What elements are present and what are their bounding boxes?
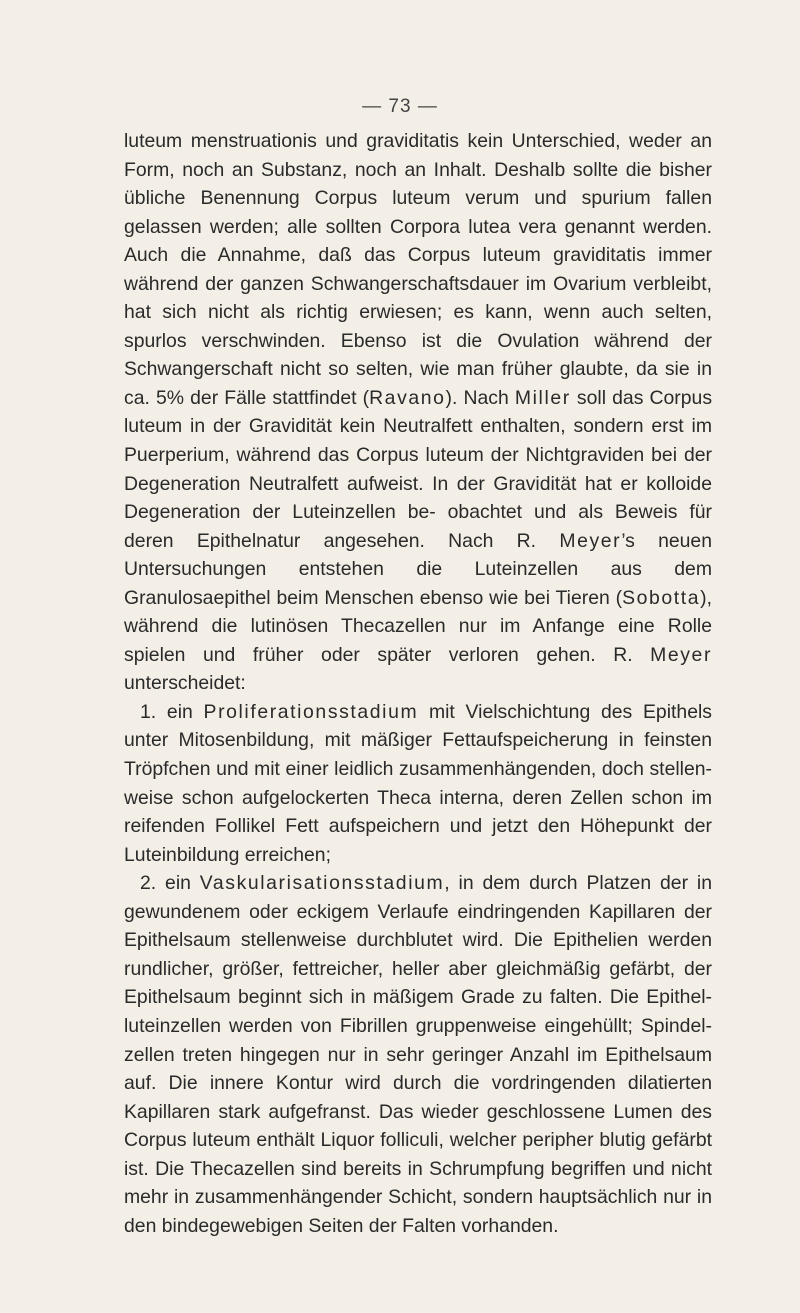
item-number: 1. ein — [140, 700, 204, 723]
item-text: , in dem durch Platzen der in gewundenem oder eckigem Verlaufe eindringenden Kapillaren der Epithelsaum stellenweise durchblutet wird. Die Epithelien werden rundlicher, größer, fettreicher, heller aber gleichmäßig gefärbt, der Epithelsaum beginnt sich in mäßigem Grade zu falten. Die Epithel- luteinzellen werden von Fibrillen gruppenweise eingehüllt; Spindel- zellen treten hingegen nur in sehr geringer Anzahl im Epithelsaum auf. Die innere Kontur wird durch die vordringenden dilatierten Kapillaren stark aufgefranst. Das wieder geschlossene Lumen des Corpus luteum enthält Liquor folliculi, welcher peripher blutig gefärbt ist. Die Thecazellen sind bereits in Schrumpfung begriffen und nicht mehr in zusammenhängender Schicht, sondern hauptsächlich nur in den bindegewebigen Seiten der Falten vorhanden. — [124, 872, 712, 1237]
item-text: mit Vielschichtung des Epithels unter Mitosenbildung, mit mäßiger Fettaufspeicherung in feinsten Tröpfchen und mit einer leidlich zusammenhängenden, doch stellen- weise schon aufgelockerten Theca interna, deren Zellen schon im reifenden Follikel Fett aufspeichern und jetzt den Höhepunkt der Luteinbildung erreichen; — [124, 700, 712, 866]
text-segment: ), während die lutinösen Thecazellen nur im Anfange eine Rolle spielen und früher oder später verloren gehen. R. — [124, 586, 712, 666]
text-segment: luteum menstruationis und graviditatis kein Unterschied, weder an Form, noch an Substanz, noch an Inhalt. Deshalb sollte die bisher übliche Benennung Corpus luteum verum und spurium fallen gelassen werden; alle sollten Corpora lutea vera genannt werden. Auch die Annahme, daß das Corpus luteum graviditatis immer während der ganzen Schwangerschaftsdauer im Ovarium verbleibt, hat sich nicht als richtig erwiesen; es kann, wenn auch selten, spurlos verschwinden. Ebenso ist die Ovulation während der Schwangerschaft nicht so selten, wie man früher glaubte, da sie in ca. 5% der Fälle stattfindet ( — [124, 130, 712, 409]
text-segment: ’s neuen Untersuchungen entstehen die Luteinzellen aus dem Granulosaepithel beim Menschen ebenso wie bei Tieren ( — [124, 529, 713, 609]
list-item-2 — [124, 869, 712, 1240]
list-item-1 — [124, 698, 712, 869]
author-name: Sobotta — [622, 586, 701, 609]
author-name: Ravano — [369, 386, 446, 409]
text-segment: soll das Corpus luteum in der Gravidität kein Neutralfett enthalten, sondern erst im Puerperium, während das Corpus luteum der Nichtgraviden bei der Degeneration Neutralfett aufweist. In der Gravidität hat er kolloide Degeneration der Luteinzellen be- obachtet und als Beweis für deren Epithelnatur angesehen. Nach R. — [124, 386, 713, 552]
author-name: Meyer — [559, 529, 622, 552]
body-text — [124, 127, 712, 1240]
item-number: 2. ein — [140, 872, 200, 895]
author-name: Miller — [514, 386, 571, 409]
page-number: — 73 — — [362, 96, 438, 117]
paragraph-1 — [124, 127, 712, 698]
stage-term: Proliferationsstadium — [203, 700, 419, 723]
author-name: Meyer — [650, 643, 712, 666]
text-segment: unterscheidet: — [124, 672, 246, 695]
text-segment: ). Nach — [445, 386, 515, 409]
stage-term: Vaskularisationsstadium — [199, 872, 445, 895]
